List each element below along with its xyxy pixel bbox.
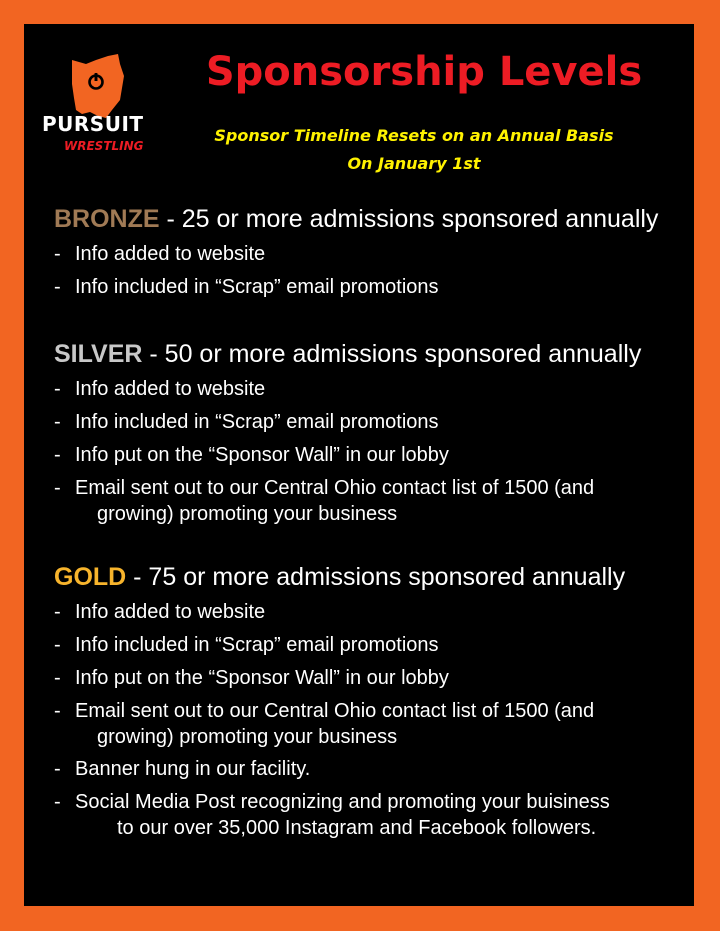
list-item: - Email sent out to our Central Ohio contact list of 1500 (and growing) promoting your business [54,695,684,751]
tier-name: SILVER [54,340,143,368]
list-item-continuation: growing) promoting your business [97,503,398,525]
list-item: - Info added to website [54,378,266,400]
list-item: - Email sent out to our Central Ohio contact list of 1500 (and growing) promoting your business [54,472,684,528]
benefit-list [54,596,684,842]
timeline-note-line-2: On January 1st [347,154,481,173]
flyer-panel [24,24,694,906]
list-item: - Info included in “Scrap” email promotions [54,411,439,433]
tier-bronze [54,204,684,304]
list-item: - Info included in “Scrap” email promotions [54,634,439,656]
tier-name: BRONZE [54,205,160,233]
logo-subtitle: WRESTLING [64,139,144,153]
list-item: - Info put on the “Sponsor Wall” in our lobby [54,444,449,466]
timeline-note-line-1: Sponsor Timeline Resets on an Annual Basis [214,126,614,145]
tier-description: - 75 or more admissions sponsored annually [126,563,626,591]
benefit-list [54,373,684,528]
pursuit-wrestling-logo [42,54,157,174]
list-item: - Social Media Post recognizing and promoting your buisiness to our over 35,000 Instagram and Facebook followers. [54,786,684,842]
tier-name: GOLD [54,563,127,591]
list-item: - Info added to website [54,243,266,265]
list-item: - Banner hung in our facility. [54,758,311,780]
list-item: - Info added to website [54,601,266,623]
tier-heading [54,339,684,369]
tier-description: - 25 or more admissions sponsored annually [159,205,659,233]
timeline-note [184,122,644,178]
tier-heading [54,562,684,592]
tier-heading [54,204,684,234]
benefit-list [54,238,684,304]
list-item: - Info put on the “Sponsor Wall” in our lobby [54,667,449,689]
list-item-continuation: growing) promoting your business [97,726,398,748]
tier-description: - 50 or more admissions sponsored annually [142,340,642,368]
tier-silver [54,339,684,530]
tier-gold [54,562,684,844]
list-item: - Info included in “Scrap” email promotions [54,276,439,298]
list-item-continuation: to our over 35,000 Instagram and Facebook followers. [117,817,597,839]
logo-wordmark: PURSUIT [42,112,144,136]
page-title: Sponsorship Levels [205,49,643,95]
